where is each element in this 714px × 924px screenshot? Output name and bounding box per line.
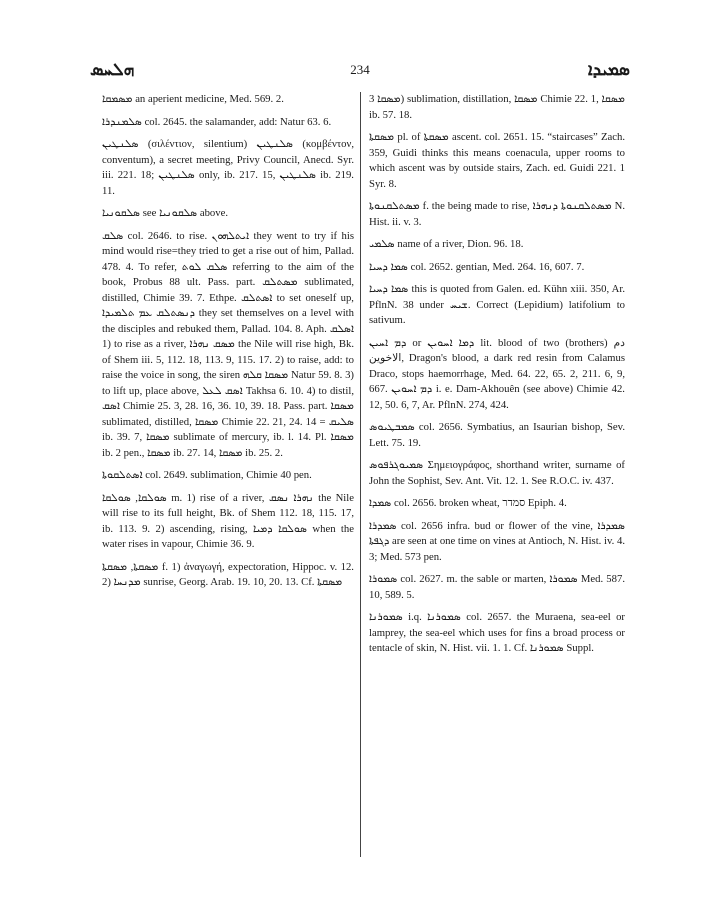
column-divider [360,92,361,857]
dictionary-entry: ܣܠܢܛܝܢ (σιλέντιον, silentium) ܣܠܢܛܝܢ (κομβέντον, conventum), a secret meeting, Privy Council, Anecd. Syr. iii. 221. 18; ܣܠܢܛܝܢ only, ib. 217. 15, ܣܠܢܛܝܢ ib. 219. 11. [102,138,354,197]
running-head-right: ܣܡܝܕܐ [587,60,630,80]
dictionary-entry: ܣܡܒܛܝܘܣ col. 2656. Symbatius, an Isaurian bishop, Sev. Lett. 75. 19. [369,421,625,449]
dictionary-entry: ܣܡܕܪܐ col. 2656 infra. bud or flower of the vine, ܣܡܕܪܐ ܕܓܦܬܐ are seen at one time on vines at Antioch, N. Hist. iv. 4. 3; Med. 573 pen. [369,519,625,563]
dictionary-entry: ܡܣܩܬܐ, ܡܣܩܬܐ f. 1) ἀναγωγή, expectoration, Hippoc. v. 12. 2) ܡܕܢܚܐ sunrise, Georg. Arab. 19. 10, 20. 13. Cf. ܡܣܩܬܐ [102,560,354,588]
dictionary-entry: ܕܡ ܐܚܝܢ or ܕܡܐ ܐܚܘܝܢ lit. blood of two (brothers) دم الاخوين, Dragon's blood, a dark red resin from Calamus Draco, stops haemorrhage, Med. 64. 22, 65. 2, 211. 6, 9, 667. ܕܡ ܐܚܘܝܢ i. e. Dam-Akhouên (see above) Chimie 42. 12, 50. 6, 7, Ar. PflnN. 274, 424. [369,336,626,411]
dictionary-entry: ܣܠܩܘܢܝܐ see ܣܠܩܘܢܝܐ above. [102,207,229,219]
left-column [102,92,354,598]
dictionary-entry: ܡܣܡܩܐ an aperient medicine, Med. 569. 2. [102,93,284,105]
dictionary-entry: ܣܡܕܐ col. 2656. broken wheat, סמדר Epiph. 4. [369,497,567,509]
dictionary-entry: ܡܣܩܬܐ pl. of ܡܣܩܬܐ ascent. col. 2651. 15. “staircases” Zach. 359, Guidi thinks this means coenacula, upper rooms to which ascent was by outside stairs, Zach. ed. Guidi 221. 1 Syr. 8. [369,131,625,190]
dictionary-entry: ܣܠܡܢܕܪܐ col. 2645. the salamander, add: Natur 63. 6. [102,115,332,128]
dictionary-entry: ܣܠܡܝ name of a river, Dion. 96. 18. [369,238,524,250]
dictionary-entry: ܣܡܐ ܕܚܝܐ col. 2652. gentian, Med. 264. 16, 607. 7. [369,260,585,273]
dictionary-entry: ܡܣܩܐ 3) sublimation, distillation, ܡܣܩܐ Chimie 22. 1, ܡܣܩܐ ib. 57. 18. [369,93,626,121]
running-head-left: ܗܠܚܣ [90,60,135,80]
dictionary-entry: ܣܡܐ ܕܚܝܐ this is quoted from Galen. ed. Kühn xiii. 350, Ar. PflnN. 38 under ܫܝܚ. Correct (Lepidium) latifolium to sativum. [369,283,626,326]
dictionary-entry: ܡܣܬܠܩܢܘܬܐ f. the being made to rise, ܡܣܬܠܩܢܘܬܐ ܕܢܗܪܐ N. Hist. ii. v. 3. [369,200,626,228]
dictionary-entry: ܣܡܘܪܐ col. 2627. m. the sable or marten, ܣܡܘܪܐ Med. 587. 10, 589. 5. [369,573,625,601]
page-number: 234 [350,62,370,77]
dictionary-entry: ܐܣܬܠܩܘܬܐ col. 2649. sublimation, Chimie 40 pen. [102,469,312,481]
dictionary-entry: ܣܠܩ col. 2646. to rise. ܐܝܬܠܗܘܢ they went to try if his mind would rise=they tried to get a rise out of him, Pallad. 478. 4. To refer, ܣܠܩ ܠܘܬ referring to the aim of the book, Probus 88 ult. Pass. part. ܡܣܬܠܩ sublimated, distilled, Chimie 39. 7. Ethpe. ܐܣܬܠܩ to set oneself up, ܕܢܣܬܠܩ ܥܡ ܬܠܡܝܕܐ they set themselves on a level with the disciples and rebuked them, Pallad. 104. 8. Aph. ܐܣܠܩ 1) to rise as a river, ܡܣܩ ܢܗܪܐ the Nile will rise high, Bk. of Shem iii. 5, 112. 18, 113. 9, 115. 17. 2) to raise, add: to raise the voice in song, the siren ܡܣܩܐ ܩܠܗ Natur 59. 8. 3) to lift up, place above, ܐܣܩ ܠܥܠ Takhsa 6. 10. 4) to distil, ܐܣܩ Chimie 25. 3, 28. 16, 36. 10, 39. 18. Pass. part. ܡܣܩܐ sublimated, distilled, ܡܣܩܐ Chimie 22. 21, 24. 14 = ܣܠܝܩ ib. 39. 7, ܡܣܩܐ sublimate of mercury, ib. l. 14. Pl. ܡܣܩܐ ib. 2 pen., ܡܣܩܐ ib. 27. 14, ܡܣܩܐ ib. 25. 2. [102,229,354,459]
dictionary-entry: ܣܡܘܪܢܐ i.q. ܣܡܘܪܢܐ col. 2657. the Muraena, sea-eel or lamprey, the sea-eel which uses for fins a broad process or tentacle of skin, N. Hist. vii. 1. 1. Cf. ܣܡܘܪܢܐ Suppl. [369,611,625,654]
dictionary-entry: ܣܘܠܩܐ, ܣܘܠܩܐ m. 1) rise of a river, ܢܗܪܐ ܢܣܩ the Nile will rise to its full height, Bk. of Shem 112. 18, 115. 17, ib. 113. 9. 2) ascending, rising, ܣܘܠܩܐ ܕܡܝܐ when the water rises in vapour, Chimie 36. 9. [102,491,354,550]
right-column [369,92,625,664]
dictionary-entry: ܣܡܝܘܓܪܦܘܣ Σημειογράφος, shorthand writer, surname of John the Sophist, Sev. Ant. Vit. 12. 1. See R.O.C. iv. 437. [369,459,625,487]
page-header [90,60,630,84]
